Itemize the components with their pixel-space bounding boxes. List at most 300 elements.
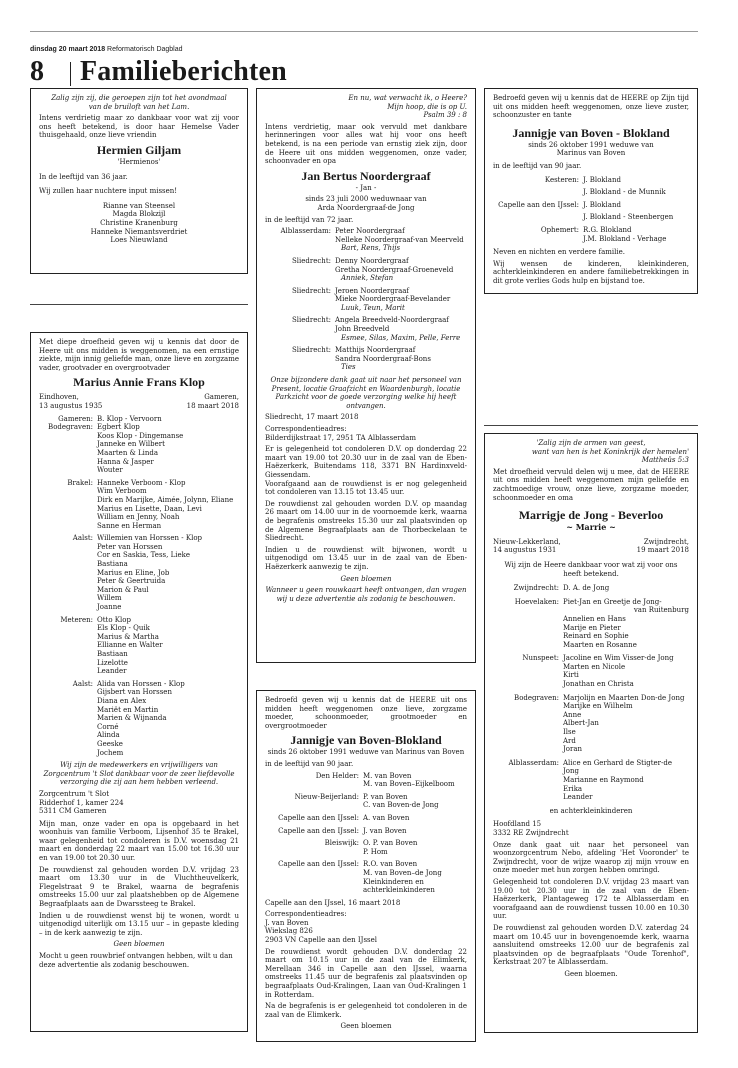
family-place: Den Helder: <box>315 771 359 780</box>
family-place: Nieuw-Beijerland: <box>294 792 359 801</box>
family-member: J.M. Blokland - Verhage <box>583 234 667 243</box>
family-member: Joran <box>563 745 583 754</box>
header-separator <box>70 62 71 86</box>
widow-note: sinds 23 juli 2000 weduwnaar van Arda Noordergraaf-de Jong <box>305 195 427 212</box>
family-member: Mieke Noordergraaf-Bevelander <box>335 295 451 304</box>
family-place <box>493 188 583 197</box>
family-row <box>39 706 239 715</box>
family-member: Ard <box>563 736 576 745</box>
family-place <box>39 624 97 633</box>
family-row <box>493 671 689 680</box>
death-place: Zwijndrecht, <box>643 537 689 546</box>
place-date: Capelle aan den IJssel, 16 maart 2018 <box>265 898 401 907</box>
family-group <box>265 287 467 313</box>
viewing-text: Mijn man, onze vader en opa is opgebaard in het woonhuis van familie Verboom, Lijsenhof 35 te Brakel, waar gelegenheid tot condoleren is D.V. woensdag 21 maart en donderdag 22 maart van 15.00 tot 16.30 uur en van 19.00 tot 20.30 uur. <box>39 819 239 863</box>
family-list <box>265 227 467 372</box>
family-member: Sandra Noordergraaf-Bons <box>335 354 431 363</box>
header-top-rule <box>30 31 698 32</box>
family-place <box>493 615 563 624</box>
thanks-text: Wij zijn de medewerkers en vrijwilligers van Zorgcentrum 't Slot dankbaar voor de zeer liefdevolle verzorging die zij aan hem hebben verleend. <box>43 761 235 787</box>
family-member: Reinard en Sophie <box>563 632 629 641</box>
family-member: Joanne <box>97 603 122 612</box>
address-line: Zorgcentrum 't Slot <box>39 789 110 798</box>
family-member: B. Klop - Vervoorn <box>97 414 162 423</box>
family-place: Alblasserdam: <box>280 227 331 236</box>
family-place: Capelle aan den IJssel: <box>278 826 359 835</box>
family-member: Anne <box>563 710 582 719</box>
birth-place: Eindhoven, <box>39 393 79 402</box>
family-group <box>265 827 467 836</box>
family-member: M. van Boven–Eijkelboom <box>363 780 455 789</box>
family-group <box>493 584 689 593</box>
family-member: Willem <box>97 594 122 603</box>
great-grandchildren: en achterkleinkinderen <box>549 806 633 815</box>
family-row <box>493 711 689 720</box>
family-place <box>39 706 97 715</box>
family-row <box>39 423 239 432</box>
family-place: Nunspeet: <box>522 654 559 663</box>
family-row <box>493 654 689 663</box>
family-place <box>265 295 335 304</box>
issue-date: dinsdag 20 maart 2018 <box>30 46 106 53</box>
family-place: Zwijndrecht: <box>513 584 559 593</box>
wishes-text: Wij wensen de kinderen, kleinkinderen, achterkleinkinderen en andere familiebetrekkingen in dit grote verlies Gods hulp en bijstand toe. <box>493 259 689 285</box>
family-place <box>39 496 97 505</box>
family-place <box>39 594 97 603</box>
family-place: Gameren: <box>58 414 93 423</box>
family-group <box>39 616 239 676</box>
family-row <box>493 663 689 672</box>
family-row <box>39 603 239 612</box>
family-row <box>493 745 689 754</box>
place-date: Sliedrecht, 17 maart 2018 <box>265 413 359 422</box>
family-member: Peter van Horssen <box>97 542 163 551</box>
family-row <box>39 522 239 531</box>
family-place <box>39 449 97 458</box>
family-place: Alblasserdam: <box>508 758 559 767</box>
family-row <box>265 878 467 887</box>
verse-reference: Mattheüs 5:3 <box>641 456 689 465</box>
family-member: Jonathan en Christa <box>563 680 634 689</box>
family-member: Alida van Horssen - Klop <box>97 679 185 688</box>
family-place: Bleiswijk: <box>324 839 359 848</box>
family-row <box>493 615 689 624</box>
family-row <box>493 606 689 615</box>
family-place: Bodegraven: <box>514 693 559 702</box>
family-place: Brakel: <box>67 478 93 487</box>
address <box>39 790 239 816</box>
family-place: Kesteren: <box>544 175 579 184</box>
family-member: Gretha Noordergraaf-Groeneveld <box>335 265 454 274</box>
family-member: A. van Boven <box>363 813 410 822</box>
family-row <box>493 584 689 593</box>
family-place <box>39 522 97 531</box>
notice-vanboven-family <box>256 690 476 1042</box>
nickname: ~ Marrie ~ <box>566 522 616 533</box>
family-place <box>39 586 97 595</box>
notice-dejong <box>484 433 698 1033</box>
thanks-text: Onze dank gaat uit naar het personeel van woonzorgcentrum Nebo, afdeling 'Het Vooronder' te Zwijndrecht, voor de wijze waarop zij mijn vrouw en onze moeder met hun zorgen hebben omringd. <box>493 840 689 875</box>
family-row <box>265 355 467 364</box>
family-place <box>265 869 363 878</box>
family-place: Sliedrecht: <box>292 346 331 355</box>
family-member: Bastiaan <box>97 650 128 658</box>
family-place <box>493 745 563 754</box>
family-place <box>493 728 563 737</box>
family-place <box>39 543 97 552</box>
family-row <box>265 886 467 895</box>
family-member: Corné <box>97 722 119 731</box>
family-row <box>265 793 467 802</box>
family-member: Diana en Alex <box>97 696 147 705</box>
family-place <box>39 688 97 697</box>
family-member: Marion & Paul <box>97 585 149 594</box>
nickname: 'Hermienos' <box>117 157 161 166</box>
family-row <box>39 633 239 642</box>
widow-note: sinds 26 oktober 1991 weduwe van Marinus van Boven <box>528 140 654 158</box>
condolence-text: Gelegenheid tot condoleren D.V. vrijdag 23 maart van 19.00 tot 20.30 uur in de zaal van de Eben-Haëzerkerk, Plantageweg 172 te Alblasserdam en voorafgaand aan de rouwdienst tussen 10.00 en 10.30 uur. <box>493 877 689 921</box>
family-row <box>39 731 239 740</box>
family-place: Meteren: <box>60 615 93 624</box>
family-place <box>493 671 563 680</box>
family-member: van Ruitenburg <box>633 606 689 615</box>
family-member: Bastiana <box>97 560 128 569</box>
friend: Magda Blokzijl <box>112 210 166 219</box>
family-row <box>265 346 467 355</box>
service-text: De rouwdienst zal gehouden worden D.V. op maandag 26 maart om 14.00 uur in de voornoemde kerk, waarna de begrafenis omstreeks 15.30 uur zal plaatsvinden op de Algemene Begraafplaats aan de Thorbeckelaan te Sliedrecht. <box>265 499 467 543</box>
family-list <box>39 423 239 757</box>
family-place: Sliedrecht: <box>292 316 331 325</box>
family-member: Wim Verboom <box>97 487 147 496</box>
family-group <box>493 201 689 210</box>
family-place <box>493 785 563 794</box>
closing-text: Mocht u geen rouwbrief ontvangen hebben, wilt u dan deze advertentie als zodanig beschouwen. <box>39 952 233 969</box>
birth-date: 14 augustus 1931 <box>493 546 557 555</box>
family-place <box>493 624 563 633</box>
no-flowers: Geen bloemen <box>113 940 165 949</box>
family-row <box>39 432 239 441</box>
family-group <box>39 423 239 475</box>
miss-text: Wij zullen haar nuchtere input missen! <box>39 187 178 196</box>
family-row <box>493 793 689 802</box>
family-place <box>265 801 363 810</box>
family-row <box>493 176 689 185</box>
thanks-god: Wij zijn de Heere dankbaar voor wat zij voor ons heeft betekend. <box>504 560 678 578</box>
notice-vanboven-siblings <box>484 88 698 294</box>
family-place <box>265 355 335 364</box>
family-member: Erika <box>563 784 583 793</box>
family-list <box>493 584 689 802</box>
address-line: Ridderhof 1, kamer 224 <box>39 798 124 807</box>
family-row <box>39 586 239 595</box>
family-row <box>265 801 467 810</box>
family-member: Maarten & Linda <box>97 448 159 457</box>
family-group <box>493 654 689 688</box>
family-member: Jeroen Noordergraaf <box>335 286 410 295</box>
family-member: Hanneke Verboom - Klop <box>97 478 186 487</box>
family-place <box>39 659 97 668</box>
family-member: Ilse <box>563 728 576 737</box>
intro-text: Bedroefd geven wij u kennis dat de HEERE op Zijn tijd uit ons midden heeft weggenomen, onze lieve zuster, schoonzuster en tante <box>493 94 689 120</box>
family-group <box>265 839 467 856</box>
family-place: Ophemert: <box>540 225 579 234</box>
family-row <box>39 577 239 586</box>
death-place: Gameren, <box>204 393 239 402</box>
family-place <box>265 878 363 887</box>
family-row <box>493 719 689 728</box>
family-member: Alice en Gerhard de Stigter-de Jong <box>563 758 672 776</box>
family-member: achterkleinkinderen <box>363 886 435 895</box>
family-row <box>39 415 239 424</box>
family-group <box>265 860 467 894</box>
family-place <box>39 505 97 514</box>
column-divider-left <box>30 304 248 305</box>
family-row <box>265 860 467 869</box>
attendance-text: Indien u de rouwdienst wenst bij te wonen, wordt u uitgenodigd uiterlijk om 13.15 uur – in gepaste kleding – in de kerk aanwezig te zijn. <box>39 911 239 937</box>
family-member: Willemien van Horssen - Klop <box>97 534 203 543</box>
family-member: Kleinkinderen en <box>363 877 424 886</box>
family-place <box>493 213 583 222</box>
family-row <box>39 697 239 706</box>
family-member: Albert-Jan <box>563 719 599 728</box>
family-place: Aalst: <box>72 534 93 543</box>
deceased-name: Hermien Giljam <box>96 142 182 157</box>
family-place <box>493 793 563 802</box>
dates-row <box>493 538 689 555</box>
family-place <box>265 266 335 275</box>
family-group <box>493 694 689 754</box>
family-group <box>493 213 689 222</box>
family-member: Marten en Nicole <box>563 662 626 671</box>
family-member: J. Blokland - Steenbergen <box>583 213 674 222</box>
family-place <box>39 723 97 732</box>
death-date: 18 maart 2018 <box>186 401 239 410</box>
family-row <box>39 551 239 560</box>
deceased-name: Jan Bertus Noordergraaf <box>301 168 431 183</box>
family-row <box>39 458 239 467</box>
family-place <box>39 641 97 650</box>
family-member: P. van Boven <box>363 792 408 801</box>
deceased-name: Marius Annie Frans Klop <box>73 375 205 390</box>
family-place <box>39 714 97 723</box>
address: Hoofdland 15 3332 RE Zwijndrecht <box>493 820 569 837</box>
family-member: Maarten en Rosanne <box>563 640 637 649</box>
family-place <box>493 719 563 728</box>
grandchildren: Bart, Rens, Thijs <box>341 244 401 253</box>
family-group <box>265 346 467 372</box>
family-row <box>39 594 239 603</box>
family-member: Kirti <box>563 671 579 680</box>
condolence-text: Er is gelegenheid tot condoleren D.V. op donderdag 22 maart van 19.00 tot 20.30 uur in de zaal van de Eben-Haëzerkerk, Buitendams 118, 3371 BN Hardinxveld-Giessendam. <box>265 445 467 479</box>
family-member: M. van Boven–de Jong <box>363 868 442 877</box>
family-place <box>493 606 563 615</box>
family-place <box>39 667 97 676</box>
family-row <box>265 287 467 296</box>
family-row <box>493 624 689 633</box>
family-row <box>39 534 239 543</box>
nickname: - Jan - <box>355 183 377 192</box>
family-place <box>493 663 563 672</box>
family-member: D. A. de Jong <box>563 584 610 593</box>
family-row <box>39 479 239 488</box>
column-divider-right <box>484 425 698 426</box>
family-member: Marjolijn en Maarten Don-de Jong <box>563 693 685 702</box>
family-place <box>265 780 363 789</box>
family-row <box>39 740 239 749</box>
family-place <box>39 440 97 449</box>
family-member: Dirk en Marijke, Aimée, Jolynn, Eliane <box>97 495 234 504</box>
family-member: Angela Breedveld-Noordergraaf <box>335 316 449 325</box>
grandchildren: Esmee, Silas, Maxim, Pelle, Ferre <box>341 333 461 342</box>
family-row <box>493 737 689 746</box>
no-flowers: Geen bloemen. <box>564 969 618 978</box>
family-place <box>39 551 97 560</box>
family-row <box>39 560 239 569</box>
verse: 'Zalig zijn de armen van geest, want van hen is het Koninkrijk der hemelen' Mattheüs 5:3 <box>493 439 689 465</box>
family-place <box>39 740 97 749</box>
age: in de leeftijd van 72 jaar. <box>265 215 354 224</box>
family-row <box>39 667 239 676</box>
family-row <box>265 227 467 236</box>
family-row <box>265 780 467 789</box>
family-row <box>493 213 689 222</box>
family-place <box>39 458 97 467</box>
family-row <box>39 688 239 697</box>
family-group <box>493 759 689 802</box>
family-row <box>39 650 239 659</box>
family-row <box>493 641 689 650</box>
family-place: Bodegraven: <box>48 423 93 432</box>
family-row <box>265 772 467 781</box>
family-place: Capelle aan den IJssel: <box>498 200 579 209</box>
thanks-text: Onze bijzondere dank gaat uit naar het personeel van Present, locatie Graafzicht en Waardenburgh, locatie Parkzicht voor de goede verzorging welke hij heeft ontvangen. <box>270 376 462 410</box>
family-place <box>493 702 563 711</box>
death-date: 19 maart 2018 <box>636 546 689 555</box>
friend: Christine Kranenburg <box>100 218 178 227</box>
family-row <box>493 694 689 703</box>
family-member: Otto Klop <box>97 615 131 624</box>
family-member: Peter Noordergraaf <box>335 227 405 236</box>
family-row <box>493 776 689 785</box>
family-group <box>265 257 467 283</box>
family-place <box>493 776 563 785</box>
family-member: R.O. van Boven <box>363 860 418 869</box>
family-row <box>39 543 239 552</box>
family-member: Gijsbert van Horssen <box>97 688 172 697</box>
family-place <box>39 569 97 578</box>
family-row <box>265 257 467 266</box>
family-group <box>265 772 467 789</box>
intro-text: Intens verdrietig, maar ook vervuld met dankbare herinneringen voor alles wat hij voor ons heeft betekend, is na een periode van ernstig ziek zijn, door de Heere uit ons midden weggenomen, onze vader, schoonvader en opa <box>265 122 467 166</box>
family-place <box>39 749 97 758</box>
family-member: Janneke en Wilbert <box>97 440 165 449</box>
family-member: Marius en Eline, Job <box>97 568 170 577</box>
service-text: De rouwdienst wordt gehouden D.V. donderdag 22 maart om 10.15 uur in de zaal van de Elimkerk, Merellaan 346 in Capelle aan den IJssel, waarna omstreeks 11.45 uur de begrafenis zal plaatsvinden op begraafplaats Oud-Kralingen, Laan van Oud-Kralingen 1 in Rotterdam. <box>265 947 467 999</box>
page-number: 8 <box>30 56 44 87</box>
family-group <box>493 188 689 197</box>
family-group <box>265 227 467 253</box>
family-member: Alinda <box>97 731 120 740</box>
family-place: Hoevelaken: <box>514 597 559 606</box>
intro-text: Met droefheid vervuld delen wij u mee, dat de HEERE uit ons midden heeft weggenomen mijn geliefde en zachtmoedige vrouw, onze lieve, zorgzame moeder, schoonmoeder en oma <box>493 467 689 502</box>
family-member: J. Blokland - de Munnik <box>583 188 666 197</box>
family-row <box>39 616 239 625</box>
family-row <box>39 659 239 668</box>
family-row <box>265 814 467 823</box>
family-row <box>493 728 689 737</box>
family-row <box>39 714 239 723</box>
family-row <box>39 496 239 505</box>
family-row <box>39 505 239 514</box>
family-member: Marije en Pieter <box>563 623 621 632</box>
family-place <box>39 466 97 475</box>
family-member: Nelleke Noordergraaf-van Meerveld <box>335 235 464 244</box>
family-member: Ellianne en Walter <box>97 641 163 650</box>
family-row <box>39 723 239 732</box>
family-row <box>265 236 467 245</box>
family-place <box>493 235 583 244</box>
correspondence: Correspondentieadres: Bilderdijkstraat 17, 2951 TA Alblasserdam <box>265 425 416 442</box>
section-title: Familieberichten <box>80 56 287 87</box>
family-place: Sliedrecht: <box>292 256 331 265</box>
family-member: Peter & Geertruida <box>97 577 166 586</box>
family-row <box>39 487 239 496</box>
condolence-text: Na de begrafenis is er gelegenheid tot condoleren in de zaal van de Elimkerk. <box>265 1002 467 1019</box>
family-place <box>265 325 335 334</box>
family-member: Mariët en Martin <box>97 705 159 714</box>
family-group <box>493 226 689 243</box>
family-group <box>39 479 239 531</box>
family-member: Koos Klop - Dingemanse <box>97 431 184 440</box>
family-place <box>39 560 97 569</box>
family-member: Matthijs Noordergraaf <box>335 346 416 355</box>
no-flowers: Geen bloemen <box>340 1022 392 1031</box>
friend: Rianne van Steensel <box>102 201 176 210</box>
age: in de leeftijd van 90 jaar. <box>265 759 354 768</box>
family-place <box>39 633 97 642</box>
family-place <box>493 737 563 746</box>
family-member: John Breedveld <box>335 325 390 334</box>
family-place <box>265 236 335 245</box>
family-place <box>39 603 97 612</box>
birth-place: Nieuw-Lekkerland, <box>493 537 561 546</box>
family-row <box>39 513 239 522</box>
family-row <box>39 440 239 449</box>
grandchildren: Ties <box>341 363 356 372</box>
family-member: Jacoline en Wim Visser-de Jong <box>563 654 674 663</box>
intro-text: Bedroefd geven wij u kennis dat de HEERE uit ons midden heeft weggenomen onze lieve, zorgzame moeder, schoonmoeder, grootmoeder en overgrootmoeder <box>265 696 467 730</box>
family-place: Sliedrecht: <box>292 286 331 295</box>
family-row <box>39 641 239 650</box>
family-member: William en Jenny, Noah <box>97 513 180 522</box>
family-place <box>493 641 563 650</box>
family-member: J. Blokland <box>583 200 621 209</box>
header-dateline <box>30 46 183 53</box>
birth-date: 13 augustus 1935 <box>39 401 103 410</box>
family-member: J. van Boven <box>363 826 407 835</box>
family-row <box>493 632 689 641</box>
intro-text: Met diepe droefheid geven wij u kennis dat door de Heere uit ons midden is weggenomen, na een ernstige ziekte, mijn innig geliefde man, onze lieve en zorgzame vader, grootvader en overgrootvader <box>39 338 239 372</box>
relatives-text: Neven en nichten en verdere familie. <box>493 248 625 257</box>
no-flowers: Geen bloemen <box>340 574 392 583</box>
family-place <box>39 513 97 522</box>
family-row <box>493 201 689 210</box>
family-row <box>39 449 239 458</box>
family-member: Wouter <box>97 466 123 475</box>
newspaper-name: Reformatorisch Dagblad <box>107 46 183 53</box>
closing-text: Wanneer u geen rouwkaart heeft ontvangen, dan vragen wij u deze advertentie als zodanig te beschouwen. <box>265 586 467 603</box>
family-place <box>493 680 563 689</box>
